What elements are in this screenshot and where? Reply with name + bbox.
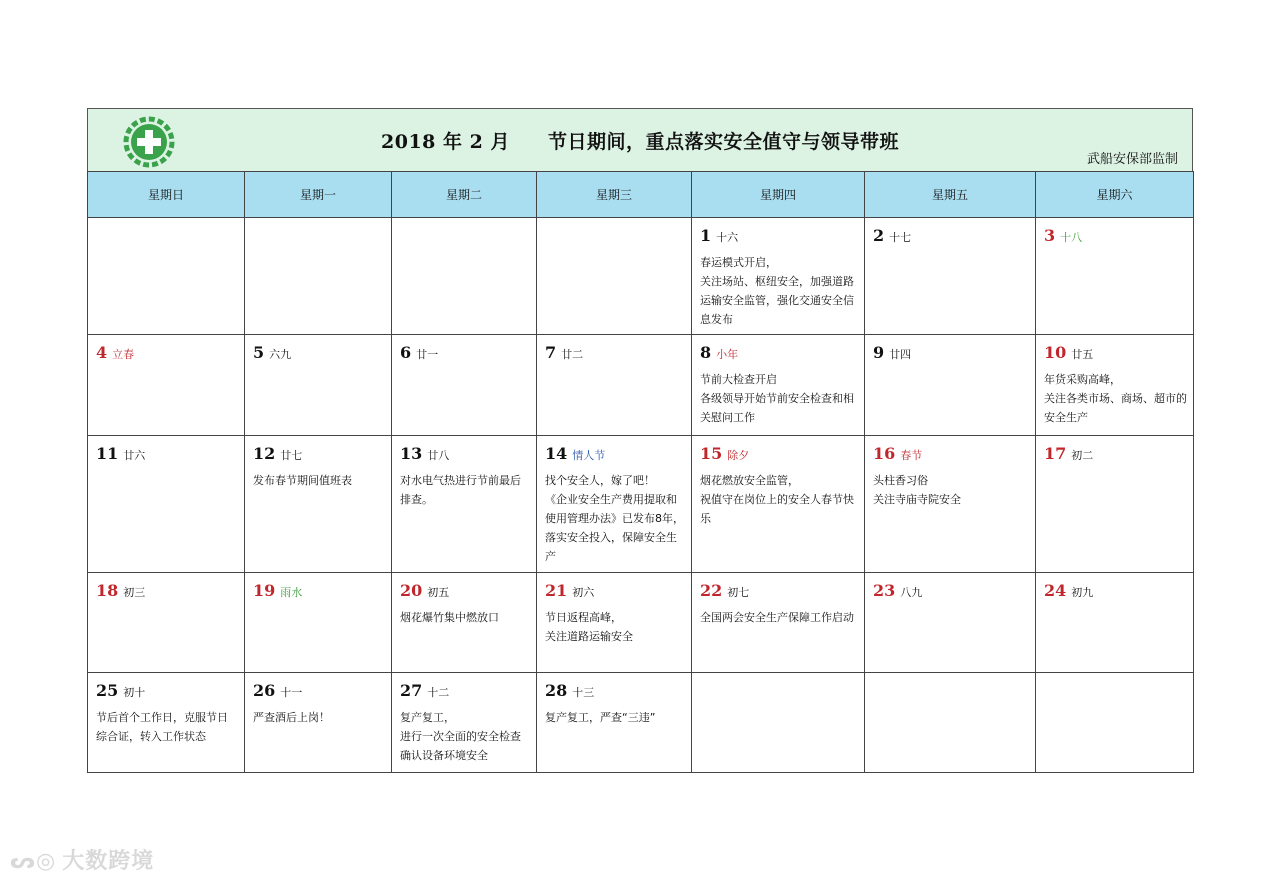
lunar-label: 八九 bbox=[900, 586, 923, 599]
page-title bbox=[88, 127, 1192, 154]
calendar-day-cell bbox=[88, 436, 245, 573]
lunar-label: 廿七 bbox=[280, 449, 303, 462]
calendar-day-cell bbox=[692, 436, 865, 573]
lunar-label: 十七 bbox=[889, 231, 912, 244]
day-note: 复产复工，严查“三违” bbox=[545, 711, 656, 724]
weekday-header: 星期日 bbox=[88, 172, 245, 218]
calendar-empty-cell bbox=[537, 218, 692, 335]
lunar-label: 初六 bbox=[572, 586, 595, 599]
lunar-label: 初九 bbox=[1071, 586, 1094, 599]
day-number: 14 bbox=[545, 444, 568, 463]
day-note: 节前大检查开启 各级领导开始节前安全检查和相关慰问工作 bbox=[700, 373, 854, 424]
day-note: 烟花燃放安全监管， 祝值守在岗位上的安全人春节快乐 bbox=[700, 474, 854, 525]
day-number: 27 bbox=[400, 681, 423, 700]
lunar-label: 廿二 bbox=[561, 348, 584, 361]
calendar-header bbox=[87, 108, 1193, 172]
day-number: 3 bbox=[1044, 226, 1056, 245]
calendar-day-cell bbox=[245, 436, 392, 573]
calendar-day-cell bbox=[392, 573, 537, 673]
day-number: 12 bbox=[253, 444, 276, 463]
calendar-sheet bbox=[87, 108, 1193, 774]
calendar-week-row bbox=[88, 335, 1194, 436]
day-number: 5 bbox=[253, 343, 265, 362]
day-number: 25 bbox=[96, 681, 119, 700]
lunar-label: 六九 bbox=[269, 348, 292, 361]
calendar-day-cell bbox=[537, 335, 692, 436]
day-note: 头柱香习俗 关注寺庙寺院安全 bbox=[873, 474, 961, 506]
calendar-empty-cell bbox=[1036, 673, 1194, 773]
day-note: 年货采购高峰， 关注各类市场、商场、超市的安全生产 bbox=[1044, 373, 1187, 424]
lunar-label: 初二 bbox=[1071, 449, 1094, 462]
weekday-header: 星期五 bbox=[865, 172, 1036, 218]
lunar-label: 立春 bbox=[112, 348, 135, 361]
day-number: 18 bbox=[96, 581, 119, 600]
calendar-day-cell bbox=[1036, 573, 1194, 673]
calendar-day-cell bbox=[392, 436, 537, 573]
lunar-label: 初七 bbox=[727, 586, 750, 599]
day-number: 11 bbox=[96, 444, 119, 463]
calendar-day-cell bbox=[245, 335, 392, 436]
day-note: 春运模式开启， 关注场站、枢纽安全，加强道路运输安全监管，强化交通安全信息发布 bbox=[700, 256, 854, 326]
lunar-label: 除夕 bbox=[727, 449, 750, 462]
calendar-day-cell bbox=[537, 573, 692, 673]
calendar-day-cell bbox=[1036, 436, 1194, 573]
weekday-header: 星期二 bbox=[392, 172, 537, 218]
calendar-day-cell bbox=[537, 673, 692, 773]
calendar-grid bbox=[87, 171, 1194, 773]
day-number: 28 bbox=[545, 681, 568, 700]
calendar-day-cell bbox=[245, 573, 392, 673]
lunar-label: 初三 bbox=[123, 586, 146, 599]
calendar-day-cell bbox=[88, 673, 245, 773]
day-number: 1 bbox=[700, 226, 712, 245]
title-text: 节日期间，重点落实安全值守与领导带班 bbox=[547, 131, 899, 153]
lunar-label: 十八 bbox=[1060, 231, 1083, 244]
credit-label: 武船安保部监制 bbox=[1086, 152, 1178, 167]
lunar-label: 初五 bbox=[427, 586, 450, 599]
watermark bbox=[10, 844, 154, 875]
lunar-label: 廿五 bbox=[1071, 348, 1094, 361]
calendar-day-cell bbox=[1036, 218, 1194, 335]
day-number: 8 bbox=[700, 343, 712, 362]
calendar-empty-cell bbox=[865, 673, 1036, 773]
day-note: 节日返程高峰， 关注道路运输安全 bbox=[545, 611, 633, 643]
calendar-empty-cell bbox=[88, 218, 245, 335]
day-note: 发布春节期间值班表 bbox=[253, 474, 352, 487]
lunar-label: 情人节 bbox=[572, 449, 606, 462]
lunar-label: 初十 bbox=[123, 686, 146, 699]
calendar-day-cell bbox=[692, 573, 865, 673]
watermark-logo-icon: ᔕ◎ bbox=[10, 849, 57, 874]
lunar-label: 十二 bbox=[427, 686, 450, 699]
lunar-label: 春节 bbox=[900, 449, 923, 462]
day-number: 24 bbox=[1044, 581, 1067, 600]
calendar-empty-cell bbox=[692, 673, 865, 773]
calendar-day-cell bbox=[1036, 335, 1194, 436]
day-number: 21 bbox=[545, 581, 568, 600]
lunar-label: 十三 bbox=[572, 686, 595, 699]
calendar-day-cell bbox=[88, 573, 245, 673]
day-note: 对水电气热进行节前最后排查。 bbox=[400, 474, 521, 506]
lunar-label: 廿八 bbox=[427, 449, 450, 462]
lunar-label: 十六 bbox=[716, 231, 739, 244]
day-note: 找个安全人，嫁了吧！ 《企业安全生产费用提取和使用管理办法》已发布8年，落实安全投入，保障安全生产 bbox=[545, 474, 684, 563]
day-note: 全国两会安全生产保障工作启动 bbox=[700, 611, 854, 624]
calendar-day-cell bbox=[392, 673, 537, 773]
calendar-day-cell bbox=[245, 673, 392, 773]
day-number: 2 bbox=[873, 226, 885, 245]
watermark-text: 大数跨境 bbox=[62, 849, 155, 874]
day-number: 22 bbox=[700, 581, 723, 600]
day-number: 10 bbox=[1044, 343, 1067, 362]
weekday-header-row bbox=[88, 172, 1194, 218]
day-number: 6 bbox=[400, 343, 412, 362]
weekday-header: 星期四 bbox=[692, 172, 865, 218]
day-number: 4 bbox=[96, 343, 108, 362]
day-note: 节后首个工作日，克服节日综合证，转入工作状态 bbox=[96, 711, 228, 743]
day-number: 19 bbox=[253, 581, 276, 600]
day-note: 烟花爆竹集中燃放口 bbox=[400, 611, 499, 624]
calendar-empty-cell bbox=[245, 218, 392, 335]
day-note: 复产复工， 进行一次全面的安全检查确认设备环境安全 bbox=[400, 711, 521, 762]
calendar-day-cell bbox=[865, 573, 1036, 673]
calendar-week-row bbox=[88, 436, 1194, 573]
weekday-header: 星期一 bbox=[245, 172, 392, 218]
lunar-label: 雨水 bbox=[280, 586, 303, 599]
day-number: 20 bbox=[400, 581, 423, 600]
calendar-day-cell bbox=[88, 335, 245, 436]
day-number: 17 bbox=[1044, 444, 1067, 463]
day-number: 13 bbox=[400, 444, 423, 463]
calendar-day-cell bbox=[692, 218, 865, 335]
calendar-day-cell bbox=[392, 335, 537, 436]
calendar-day-cell bbox=[865, 436, 1036, 573]
calendar-day-cell bbox=[865, 218, 1036, 335]
calendar-empty-cell bbox=[392, 218, 537, 335]
lunar-label: 十一 bbox=[280, 686, 303, 699]
day-number: 15 bbox=[700, 444, 723, 463]
day-number: 16 bbox=[873, 444, 896, 463]
calendar-day-cell bbox=[865, 335, 1036, 436]
day-number: 7 bbox=[545, 343, 557, 362]
calendar-week-row bbox=[88, 573, 1194, 673]
lunar-label: 廿六 bbox=[123, 449, 146, 462]
weekday-header: 星期三 bbox=[537, 172, 692, 218]
day-note: 严查酒后上岗！ bbox=[253, 711, 330, 724]
calendar-day-cell bbox=[537, 436, 692, 573]
day-number: 26 bbox=[253, 681, 276, 700]
title-date: 2018 年 2 月 bbox=[381, 131, 510, 153]
lunar-label: 廿一 bbox=[416, 348, 439, 361]
calendar-day-cell bbox=[692, 335, 865, 436]
lunar-label: 小年 bbox=[716, 348, 739, 361]
day-number: 9 bbox=[873, 343, 885, 362]
calendar-week-row bbox=[88, 673, 1194, 773]
calendar-week-row bbox=[88, 218, 1194, 335]
day-number: 23 bbox=[873, 581, 896, 600]
lunar-label: 廿四 bbox=[889, 348, 912, 361]
weekday-header: 星期六 bbox=[1036, 172, 1194, 218]
